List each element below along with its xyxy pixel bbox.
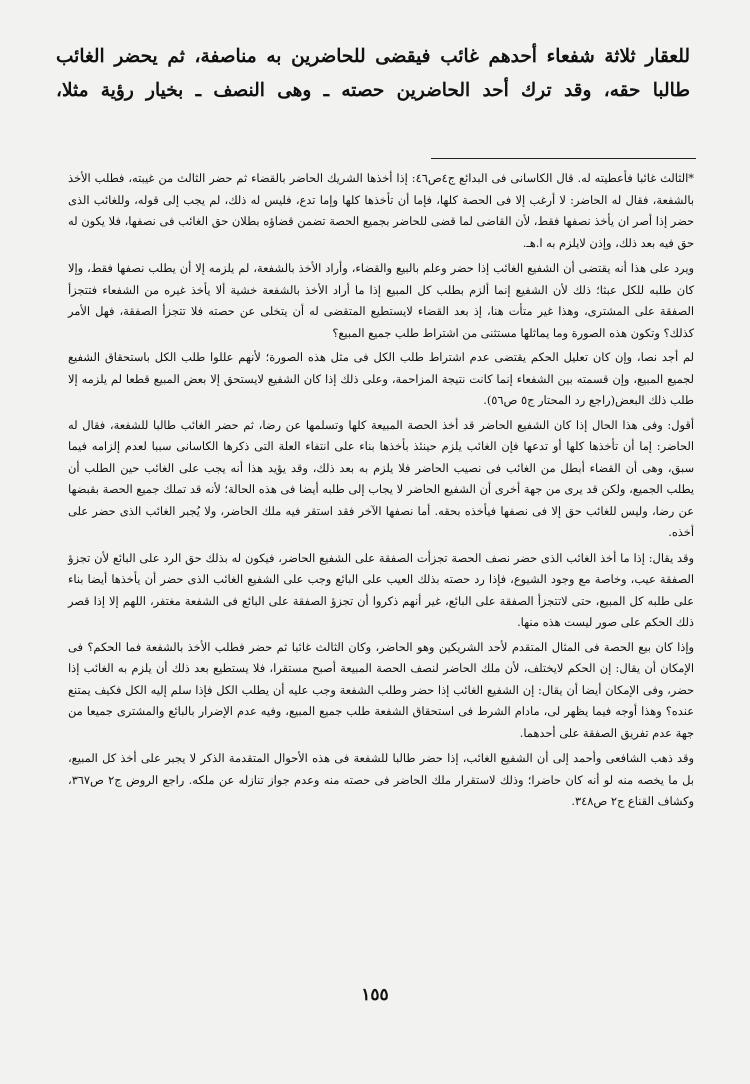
footnote-paragraph: وقد يقال: إذا ما أخذ الغائب الذى حضر نصف الحصة تجزأت الصفقة على الشفيع الحاضر، فيكون له بذلك حق الرد على البائع لأن تجزؤ الصفقة عيب، وخاصة مع وجود الشيوع، فإذا رد حصته بذلك العيب على البائع وجب على الشفيع الغائب الذى حضر أن يأخذها أيضا بناء على طلبه كل المبيع، حتى لاتتجزأ الصفقة على البائع، غير أنهم ذكروا أن تجزؤ الصفقة على البائع فى الشفعة مغتفر، اللهم إلا إذا قصر ذلك الحكم على صور ليست هذه منها. xyxy=(68,550,694,629)
footnote-paragraph: وإذا كان بيع الحصة فى المثال المتقدم لأحد الشريكين وهو الحاضر، وكان الثالث غائبا ثم حضر فطلب الأخذ بالشفعة فما الحكم؟ فى الإمكان أن يقال: إن الحكم لايختلف، لأن ملك الحاضر لنصف الحصة المبيعة أصبح مستقرا، فلا يستطيع بعد ذلك أن يلزم به الغائب إذا حضر، وفى الإمكان أيضا أن يقال: إن الشفيع الغائب إذا حضر وطلب الشفعة وجب عليه أن يطلب الكل فإذا سلم إليه الكل فكيف يمتنع عنده؟ وهذا أوجه فيما يظهر لى، مادام الشرط فى استحقاق الشفعة طلب جميع المبيع، وفيه عدم الإضرار بالبائع والمشترى جميعا من جهة عدم تفريق الصفقة على أحدهما. xyxy=(68,639,694,740)
page-number: ١٥٥ xyxy=(361,985,389,1005)
footnote-paragraph: أقول: وفى هذا الحال إذا كان الشفيع الحاضر قد أخذ الحصة المبيعة كلها وتسلمها عن رضا، ثم حضر الغائب طالبا للشفعة، فقال له الحاضر: إما أن تأخذها كلها أو تدعها فإن الغائب يلزم حينئذ بأخذها بناء على انتفاء العلة التى ذكرها الكاسانى سببا لعدم إلزامه فيما سبق، وهى أن القضاء أبطل من الغائب فى نصيب الحاضر فلا يلزم به بعد ذلك، وقد يؤيد هذا أنه يجب على الغائب حين الطلب أن يطلب الجميع، ولكن قد يرى من جهة أخرى أن الشفيع الحاضر لا يجاب إلى طلبه أيضا فى هذه الحالة؛ لأنه قد تملك جميع الحصة بقبضها عن رضا، وليس للغائب حق إلا فى نصفها فيأخذه بحقه. أما نصفها الآخر فقد استقر فيه ملك الحاضر، ولا يُجبر الغائب الذى حضر على أخذه. xyxy=(68,417,694,539)
footnote-separator xyxy=(431,158,696,159)
footnote-paragraph: ويرد على هذا أنه يقتضى أن الشفيع الغائب إذا حضر وعلم بالبيع والقضاء، وأراد الأخذ بالشفعة، لم يلزمه إلا أن يطلب نصفها فقط، وإلا كان طلبه للكل عبثا؛ ذلك لأن الشفيع إنما ألزم بطلب كل المبيع إذا ما أراد الأخذ بالشفعة خشية ألا يأخذ غيره من الشفعاء فتتجزأ الصفقة على المشترى، وهذا غير متأت هنا، إذ بعد القضاء لايستطيع المتقضى له أن يتخلى عن حصته فلا تتجزأ الصفقة، فهل الأمر كذلك؟ وتكون هذه الصورة وما يماثلها مستثنى من اشتراط طلب جميع المبيع؟ xyxy=(68,261,694,340)
footnote-paragraph: لم أجد نصا، وإن كان تعليل الحكم يقتضى عدم اشتراط طلب الكل فى مثل هذه الصورة؛ لأنهم عللوا طلب الكل باستحقاق الشفيع لجميع المبيع، وإن قسمته بين الشفعاء إنما كانت نتيجة المزاحمة، وعلى ذلك إذا كان الشفيع لايستحق إلا بعض المبيع قطعا لم يلزمه إلا طلب ذلك البعض(راجع رد المحتار ج٥ ص٥٦). xyxy=(68,350,694,407)
footnotes xyxy=(68,168,694,816)
main-text-line: للعقار ثلاثة شفعاء أحدهم غائب فيقضى للحاضرين به مناصفة، ثم يحضر الغائب xyxy=(56,46,690,67)
main-text-line: طالبا حقه، وقد ترك أحد الحاضرين حصته ـ وهى النصف ـ بخيار رؤية مثلا، xyxy=(56,80,690,101)
main-text xyxy=(56,40,690,108)
footnote-paragraph: وقد ذهب الشافعى وأحمد إلى أن الشفيع الغائب، إذا حضر طالبا للشفعة فى هذه الأحوال المتقدمة الذكر لا يجبر على أخذ كل المبيع، بل ما يخصه منه لو أنه كان حاضرا؛ وذلك لاستقرار ملك الحاضر فى حصته منه وعدم جواز تنازله عن ملكه. راجع الروض ج٢ ص٣٦٧، وكشاف القناع ج٢ ص٣٤٨. xyxy=(68,751,694,808)
footnote-paragraph: *الثالث غائبا فأعطيته له. قال الكاسانى فى البدائع ج٤ص٤٦: إذا أخذها الشريك الحاضر بالقضاء ثم حضر الثالث من غيبته، فطلب الأخذ بالشفعة، فقال له الحاضر: لا أرغب إلا فى الحصة كلها، فإما أن تأخذها كلها وإما تدع، فليس له ذلك، لم يجب إلى قوله، وللغائب الذى حضر إذا أصر ان يأخذ نصفها فقط، لأن القاضى لما قضى للحاضر بجميع الحصة تضمن قضاؤه بطلان حق الغائب فى نصفها، فلا يكون له حق فيه بعد ذلك، وإذن لايلزم به ا.هـ. xyxy=(68,171,694,250)
